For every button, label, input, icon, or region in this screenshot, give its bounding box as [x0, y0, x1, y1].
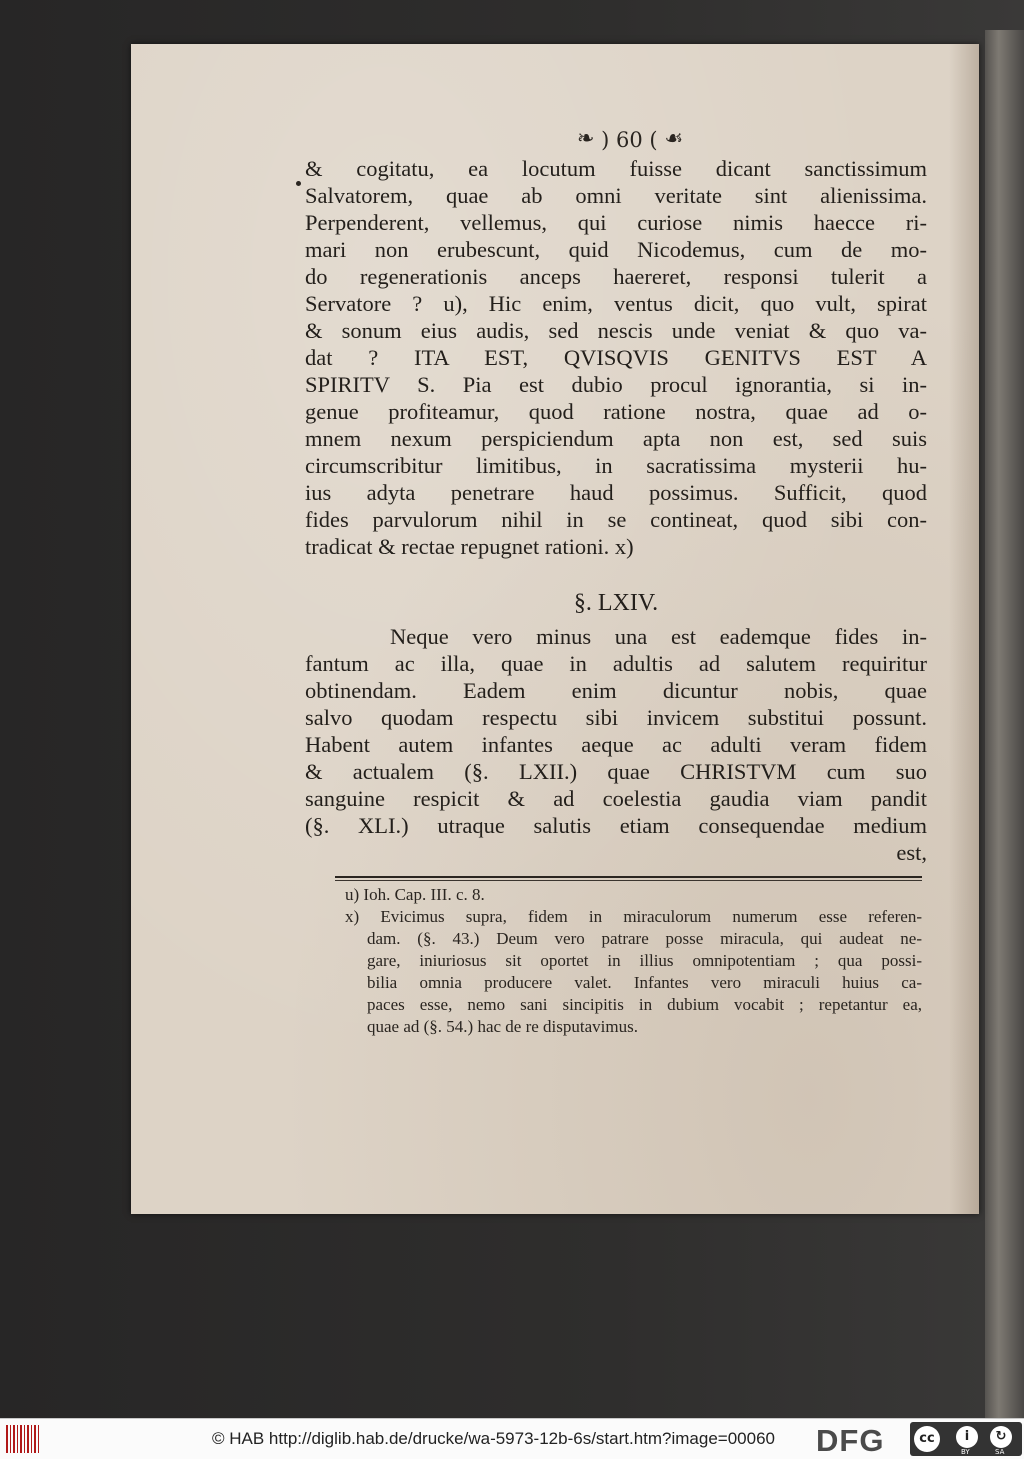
body-line: circumscribitur limitibus, in sacratissima mysterii hu- — [305, 453, 927, 478]
section-heading: §. LXIV. — [573, 590, 659, 616]
body-line: Perpenderent, vellemus, qui curiose nimis haecce ri- — [305, 210, 927, 235]
section-line: (§. XLI.) utraque salutis etiam consequendae medium — [305, 813, 927, 838]
footnote-line: u) Ioh. Cap. III. c. 8. — [345, 885, 485, 904]
section-text — [305, 623, 927, 866]
section-line: obtinendam. Eadem enim dicuntur nobis, quae — [305, 678, 927, 703]
body-line: ius adyta penetrare haud possimus. Sufficit, quod — [305, 480, 927, 505]
margin-mark — [296, 181, 301, 186]
footnote-rule — [335, 876, 922, 878]
section-line: Habent autem infantes aeque ac adulti veram fidem — [305, 732, 927, 757]
page-number: ) 60 ( — [601, 128, 658, 152]
footnote-line: quae ad (§. 54.) hac de re disputavimus. — [367, 1017, 638, 1036]
footnotes — [345, 884, 922, 1038]
body-line: fides parvulorum nihil in se contineat, quod sibi con- — [305, 507, 927, 532]
body-line: mnem nexum perspiciendum apta non est, sed suis — [305, 426, 927, 451]
body-line: Salvatorem, quae ab omni veritate sint alienissima. — [305, 183, 927, 208]
source-link[interactable]: © HAB http://diglib.hab.de/drucke/wa-5973-12b-6s/start.htm?image=00060 — [212, 1429, 775, 1448]
ornament-left-icon: ❧ — [576, 126, 595, 150]
section-line: salvo quodam respectu sibi invicem substitui possunt. — [305, 705, 927, 730]
page-header — [540, 128, 720, 156]
section-line: sanguine respicit & ad coelestia gaudia viam pandit — [305, 786, 927, 811]
body-line: genue profiteamur, quod ratione nostra, quae ad o- — [305, 399, 927, 424]
footnote-line: bilia omnia producere valet. Infantes vero miraculi huius ca- — [367, 973, 922, 992]
body-text — [305, 155, 927, 560]
footnote-line: dam. (§. 43.) Deum vero patrare posse miracula, qui audeat ne- — [367, 929, 922, 948]
body-line: mari non erubescunt, quid Nicodemus, cum de mo- — [305, 237, 927, 262]
footnote-line: paces esse, nemo sani sincipitis in dubium vocabit ; repetantur ea, — [367, 995, 922, 1014]
share-alike-icon: ↻ — [990, 1426, 1012, 1448]
body-line: SPIRITV S. Pia est dubio procul ignorantia, si in- — [305, 372, 927, 397]
viewer-footer — [0, 1418, 1024, 1459]
dfg-logo: DFG — [816, 1423, 885, 1458]
section-line: & actualem (§. LXII.) quae CHRISTVM cum suo — [305, 759, 927, 784]
footnote-rule-thin — [335, 880, 922, 881]
body-line: do regenerationis anceps haereret, responsi tulerit a — [305, 264, 927, 289]
ornament-right-icon: ☙ — [664, 126, 684, 150]
section-line: Neque vero minus una est eademque fides in- — [390, 624, 927, 649]
footnote-line: x) Evicimus supra, fidem in miraculorum numerum esse referen- — [345, 907, 922, 926]
body-line: Servatore ? u), Hic enim, ventus dicit, quo vult, spirat — [305, 291, 927, 316]
attribution-icon: i — [956, 1426, 978, 1448]
barcode-icon — [6, 1425, 40, 1453]
cc-icon: cc — [914, 1426, 940, 1452]
cc-license-badge[interactable] — [910, 1422, 1022, 1456]
catchword: est, — [896, 840, 927, 865]
body-line: tradicat & rectae repugnet rationi. x) — [305, 534, 634, 559]
footnote-line: gare, iniuriosus sit oportet in illius omnipotentiam ; qua possi- — [367, 951, 922, 970]
by-label: BY — [961, 1448, 970, 1456]
body-line: dat ? ITA EST, QVISQVIS GENITVS EST A — [305, 345, 927, 370]
sa-label: SA — [995, 1448, 1005, 1456]
section-line: fantum ac illa, quae in adultis ad salutem requiritur — [305, 651, 927, 676]
book-page-edge — [985, 30, 1024, 1418]
body-line: & cogitatu, ea locutum fuisse dicant sanctissimum — [305, 156, 927, 181]
body-line: & sonum eius audis, sed nescis unde veniat & quo va- — [305, 318, 927, 343]
